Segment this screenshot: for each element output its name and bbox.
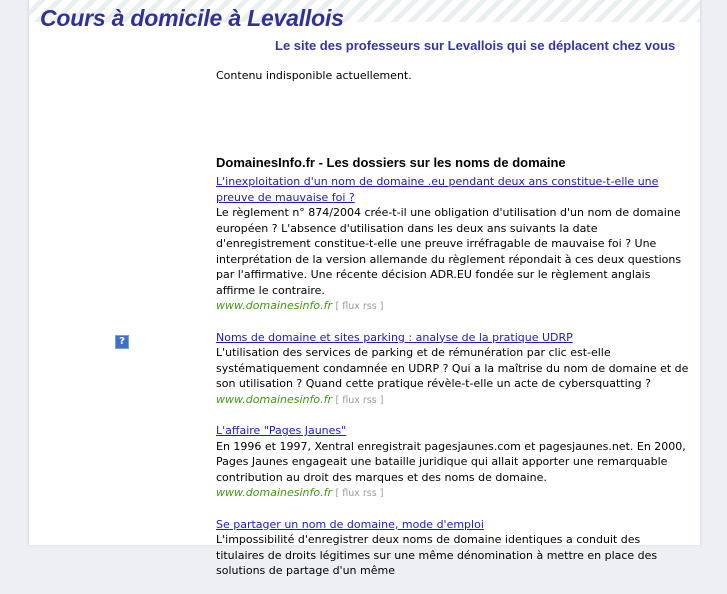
unavailable-message: Contenu indisponible actuellement.	[216, 69, 412, 82]
page-container	[28, 0, 701, 577]
rss-feed-link[interactable]: [ flux rss ]	[335, 301, 384, 312]
article-source-line	[216, 298, 692, 315]
article-link[interactable]: L'affaire "Pages Jaunes"	[216, 424, 347, 437]
article-source: www.domainesinfo.fr	[216, 486, 332, 499]
article-description: Le règlement n° 874/2004 crée-t-il une obligation d'utilisation d'un nom de domaine européen ? L'absence d'utilisation dans les deux ans suivants la date d'enregistrement constitue-t-elle une preuve irréfragable de mauvaise foi ? Une interprétation de la version allemande du règlement répondait à ces deux questions par l'affirmative. Une récente décision ADR.EU fondée sur le règlement anglais affirme le contraire.	[216, 206, 682, 297]
article	[216, 517, 692, 579]
help-icon[interactable]: ?	[115, 335, 129, 349]
article-description: En 1996 et 1997, Xentral enregistrait pagesjaunes.com et pagesjaunes.net. En 2000, Pages Jaunes engageait une bataille juridique qui allait apporter une remarquable contribution au droit des marques et des noms de domaine.	[216, 439, 686, 484]
article-source-line	[216, 392, 692, 409]
article-source: www.domainesinfo.fr	[216, 299, 332, 312]
article-link[interactable]: L'inexploitation d'un nom de domaine .eu pendant deux ans constitue-t-elle une preuve de mauvaise foi ?	[216, 175, 659, 204]
article-source: www.domainesinfo.fr	[216, 392, 332, 406]
site-title: Cours à domicile à Levallois	[40, 5, 344, 31]
article	[216, 423, 692, 502]
news-feed	[216, 155, 692, 594]
article-source-line	[216, 485, 692, 502]
article	[216, 330, 692, 409]
article-link[interactable]: Se partager un nom de domaine, mode d'emploi	[216, 517, 484, 531]
feed-title: DomainesInfo.fr - Les dossiers sur les noms de domaine	[216, 155, 566, 170]
site-tagline: Le site des professeurs sur Levallois qui se déplacent chez vous	[275, 38, 676, 53]
article-link[interactable]: Noms de domaine et sites parking : analyse de la pratique UDRP	[216, 330, 573, 344]
article	[216, 174, 692, 315]
article-description: L'utilisation des services de parking et de rémunération par clic est-elle systématiquement condamnée en UDRP ? Qui a la maîtrise du nom de domaine et de son utilisation ? Quand cette pratique révèle-t-elle un acte de cybersquatting ?	[216, 346, 689, 390]
rss-feed-link[interactable]: [ flux rss ]	[335, 488, 384, 499]
rss-feed-link[interactable]: [ flux rss ]	[335, 394, 384, 406]
article-description: L'impossibilité d'enregistrer deux noms de domaine identiques a conduit des titulaires de droits légitimes sur une même dénomination à mettre en place des solutions de partage d'un même	[216, 533, 658, 577]
